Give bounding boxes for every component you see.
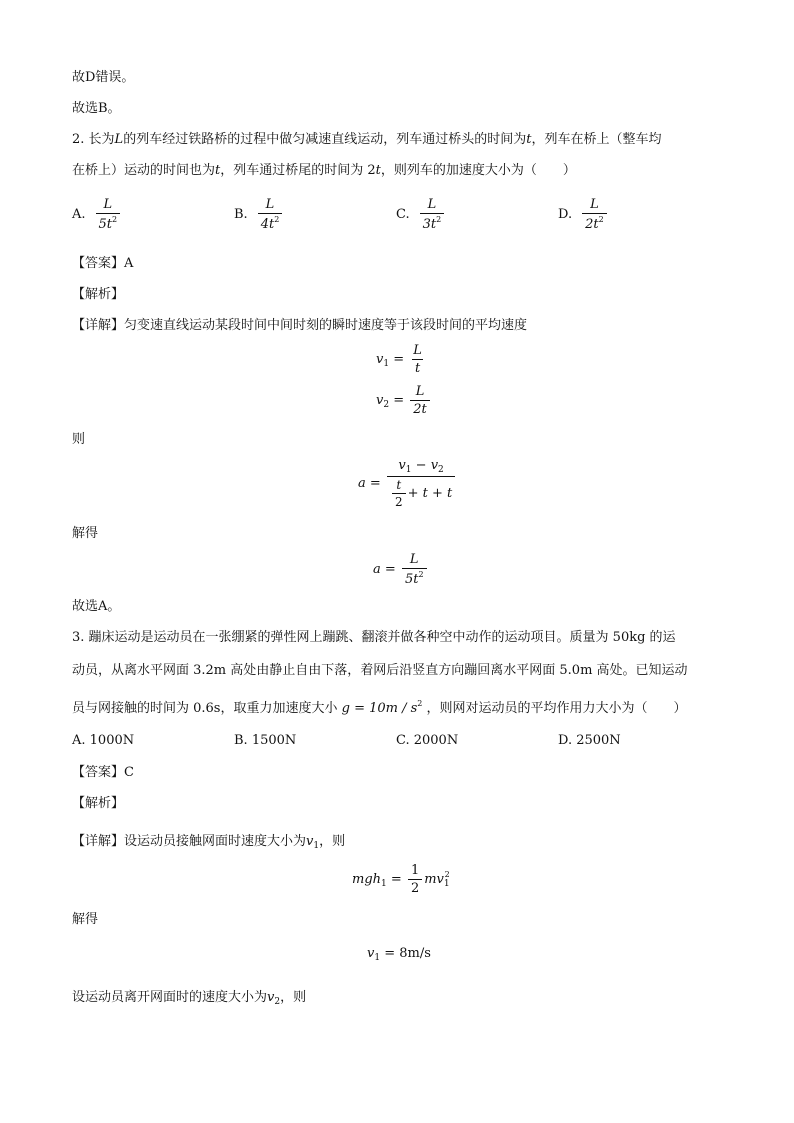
- question-3-option-c: C. 2000N: [396, 733, 459, 748]
- question-2-option-c: C. $\frac{L}{3t^2}$: [396, 197, 446, 232]
- question-3-text-line1: 3. 蹦床运动是运动员在一张绷紧的弹性网上蹦跳、翻滚并做各种空中动作的运动项目。质量为 50kg 的运: [72, 630, 676, 645]
- analysis-label: 【解析】: [72, 796, 125, 811]
- question-3-option-b: B. 1500N: [234, 733, 297, 748]
- answer-label: 【答案】C: [72, 765, 134, 780]
- text-line: 则: [72, 432, 86, 447]
- equation-acceleration: a = $v_1 - v_2$ $\frac{t}{2}$ + t + t: [358, 458, 457, 509]
- equation-energy: mgh$_1$ = $\frac{1}{2}$ $mv_1^2$: [352, 863, 450, 896]
- text-line: 故选A。: [72, 599, 121, 614]
- equation-v2: $v_2$ = $\frac{L}{2t}$: [376, 384, 432, 417]
- detail-text: 【详解】设运动员接触网面时速度大小为$v_1$，则: [72, 834, 346, 851]
- text-line: 解得: [72, 526, 99, 541]
- text-line: 故D错误。: [72, 70, 135, 85]
- question-2-option-a: A. $\frac{L}{5t^2}$: [72, 197, 122, 232]
- answer-label: 【答案】A: [72, 256, 134, 271]
- text-line: 故选B。: [72, 101, 121, 116]
- text-line: 设运动员离开网面时的速度大小为$v_2$，则: [72, 990, 307, 1007]
- question-2-option-b: B. $\frac{L}{4t^2}$: [234, 197, 284, 232]
- equation-acceleration-result: a = $\frac{L}{5t^2}$: [373, 552, 429, 587]
- analysis-label: 【解析】: [72, 287, 125, 302]
- equation-v1-result: $v_1 = 8m/s$: [367, 946, 431, 963]
- question-2-text-line2: 在桥上）运动的时间也为t，列车通过桥尾的时间为 2t，则列车的加速度大小为（ ）: [72, 163, 576, 178]
- detail-text: 【详解】匀变速直线运动某段时间中间时刻的瞬时速度等于该段时间的平均速度: [72, 318, 528, 333]
- equation-v1: $v_1$ = $\frac{L}{t}$: [376, 343, 422, 376]
- question-2-option-d: D. $\frac{L}{2t^2}$: [558, 197, 609, 232]
- question-3-text-line3: 员与网接触的时间为 0.6s，取重力加速度大小 $g = 10m / s^2$ ，则网对运动员的平均作用力大小为（ ）: [72, 699, 687, 716]
- question-3-option-d: D. 2500N: [558, 733, 621, 748]
- question-3-option-a: A. 1000N: [72, 733, 135, 748]
- question-2-text-line1: 2. 长为L的列车经过铁路桥的过程中做匀减速直线运动，列车通过桥头的时间为t，列车在桥上（整车均: [72, 132, 662, 147]
- text-line: 解得: [72, 912, 99, 927]
- question-3-text-line2: 动员，从离水平网面 3.2m 高处由静止自由下落，着网后沿竖直方向蹦回离水平网面 5.0m 高处。已知运动: [72, 663, 688, 678]
